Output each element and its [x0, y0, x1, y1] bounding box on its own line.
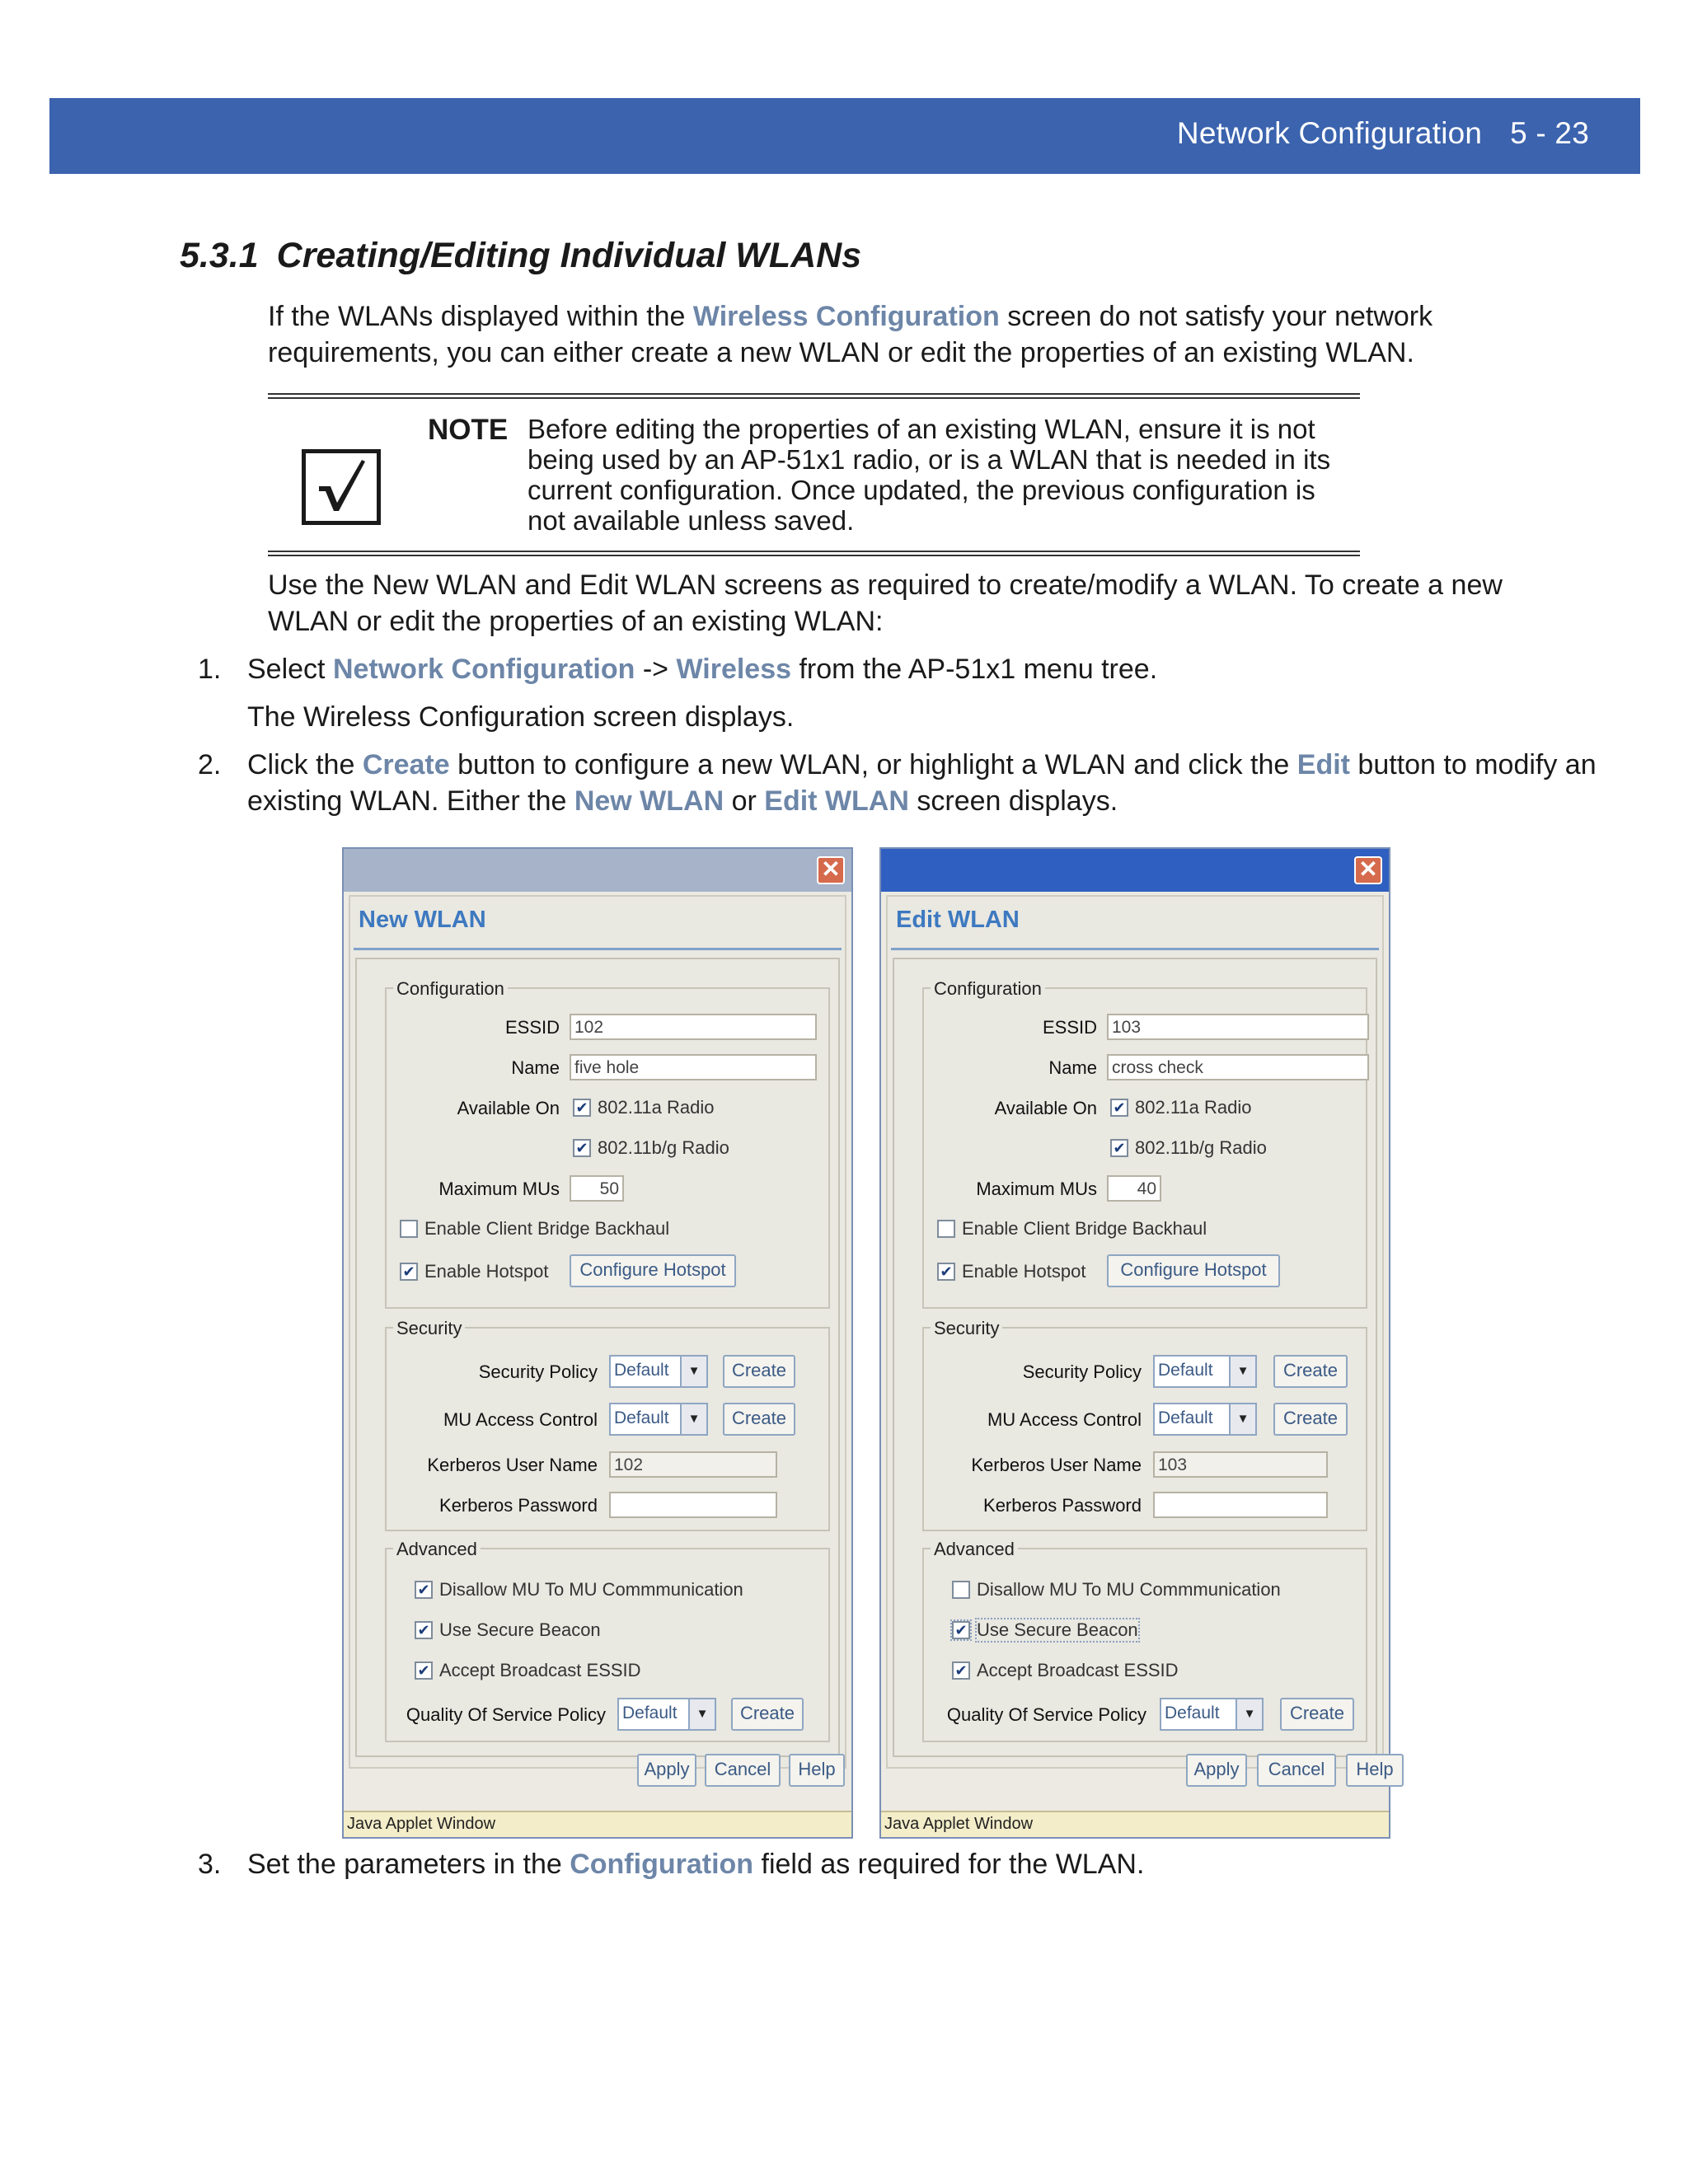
- group-label: Security: [393, 1318, 465, 1339]
- hotspot-label: Enable Hotspot: [962, 1261, 1086, 1282]
- kerberos-password-label: Kerberos Password: [983, 1495, 1142, 1516]
- name-input[interactable]: five hole: [570, 1054, 817, 1080]
- qos-select[interactable]: [1160, 1698, 1264, 1731]
- client-bridge-label: Enable Client Bridge Backhaul: [962, 1218, 1207, 1239]
- intro-text-b: screen do not satisfy your network requirements, you can either create a new WLAN or edit the properties of an existing WLAN.: [268, 301, 1433, 368]
- select-value: Default: [1158, 1408, 1213, 1427]
- advanced-group: [922, 1539, 1367, 1742]
- available-on-label: Available On: [994, 1098, 1097, 1118]
- secure-beacon-label: Use Secure Beacon: [977, 1619, 1138, 1640]
- create-mu-access-button[interactable]: Create: [1273, 1403, 1348, 1436]
- radio-bg-checkbox[interactable]: ✔: [573, 1139, 591, 1157]
- kerberos-password-label: Kerberos Password: [439, 1495, 598, 1516]
- cancel-button[interactable]: Cancel: [1257, 1754, 1336, 1787]
- security-policy-select[interactable]: [1153, 1355, 1257, 1388]
- window-titlebar[interactable]: [881, 849, 1389, 892]
- page-header: [49, 98, 1640, 174]
- chevron-down-icon[interactable]: ▼: [680, 1404, 706, 1434]
- disallow-checkbox[interactable]: ✔: [415, 1581, 433, 1599]
- max-mus-label: Maximum MUs: [438, 1179, 560, 1199]
- step-3-number: 3.: [198, 1849, 222, 1880]
- chevron-down-icon[interactable]: ▼: [1236, 1699, 1262, 1729]
- name-label: Name: [1048, 1057, 1097, 1078]
- qos-select[interactable]: [617, 1698, 716, 1731]
- available-on-label: Available On: [457, 1098, 560, 1118]
- group-label: Security: [931, 1318, 1002, 1339]
- radio-bg-checkbox[interactable]: ✔: [1110, 1139, 1128, 1157]
- select-value: Default: [1165, 1704, 1220, 1722]
- step-3-text-b: field as required for the WLAN.: [753, 1849, 1145, 1880]
- step-2-text-d: or: [724, 785, 765, 817]
- hotspot-checkbox[interactable]: ✔: [937, 1263, 955, 1281]
- cancel-button[interactable]: Cancel: [705, 1754, 781, 1787]
- step-2-text-c: button to modify an existing WLAN. Either the: [247, 749, 1597, 817]
- name-input[interactable]: cross check: [1107, 1054, 1369, 1080]
- radio-a-label: 802.11a Radio: [1135, 1097, 1252, 1118]
- security-group: [385, 1318, 830, 1531]
- section-number: 5.3.1: [180, 236, 259, 275]
- step-2-text: [247, 747, 1599, 819]
- client-bridge-checkbox[interactable]: [400, 1220, 418, 1238]
- window-pane: [886, 895, 1384, 1769]
- essid-label: ESSID: [504, 1017, 560, 1038]
- title-rule: [891, 948, 1379, 950]
- note-rule-bottom: [268, 551, 1360, 556]
- link-configuration[interactable]: Configuration: [570, 1849, 754, 1880]
- help-button[interactable]: Help: [1346, 1754, 1404, 1787]
- radio-bg-label: 802.11b/g Radio: [598, 1137, 729, 1158]
- link-new-wlan[interactable]: New WLAN: [574, 785, 724, 817]
- checkmark-icon: [302, 449, 381, 525]
- qos-label: Quality Of Service Policy: [946, 1704, 1146, 1725]
- radio-a-checkbox[interactable]: ✔: [573, 1099, 591, 1117]
- step-2-text-b: button to configure a new WLAN, or highlight a WLAN and click the: [449, 749, 1297, 780]
- secure-beacon-checkbox[interactable]: ✔: [952, 1621, 970, 1639]
- edit-wlan-window: [879, 847, 1394, 1839]
- disallow-checkbox[interactable]: [952, 1581, 970, 1599]
- step-2-text-e: screen displays.: [908, 785, 1118, 817]
- configuration-group: [922, 978, 1367, 1309]
- essid-input[interactable]: 102: [570, 1014, 817, 1040]
- group-label: Configuration: [393, 978, 508, 1000]
- create-qos-button[interactable]: Create: [1280, 1698, 1354, 1731]
- secure-beacon-label: Use Secure Beacon: [439, 1619, 601, 1640]
- mu-access-label: MU Access Control: [443, 1409, 598, 1430]
- radio-a-label: 802.11a Radio: [598, 1097, 715, 1118]
- create-security-policy-button[interactable]: Create: [1273, 1355, 1348, 1388]
- close-icon[interactable]: ✕: [817, 856, 845, 884]
- note-label: NOTE: [428, 414, 509, 446]
- group-label: Advanced: [393, 1539, 481, 1560]
- create-qos-button[interactable]: Create: [731, 1698, 804, 1731]
- security-policy-label: Security Policy: [1022, 1361, 1142, 1382]
- use-paragraph: Use the New WLAN and Edit WLAN screens as required to create/modify a WLAN. To create a new WLAN or edit the properties of an existing WLAN:: [268, 569, 1503, 637]
- security-policy-label: Security Policy: [478, 1361, 598, 1382]
- note-rule-top: [268, 393, 1360, 399]
- window-title: New WLAN: [359, 907, 486, 933]
- select-value: Default: [614, 1361, 669, 1380]
- step-3-text: [247, 1846, 1599, 1882]
- broadcast-label: Accept Broadcast ESSID: [439, 1660, 641, 1680]
- chevron-down-icon[interactable]: ▼: [1229, 1357, 1255, 1386]
- disallow-label: Disallow MU To MU Commmunication: [977, 1579, 1281, 1600]
- essid-label: ESSID: [1042, 1017, 1097, 1038]
- essid-input[interactable]: 103: [1107, 1014, 1369, 1040]
- mu-access-select[interactable]: [609, 1403, 708, 1436]
- header-chapter: Network Configuration: [1176, 116, 1483, 150]
- broadcast-label: Accept Broadcast ESSID: [977, 1660, 1179, 1680]
- content-panel: [893, 958, 1377, 1757]
- title-rule: [354, 948, 842, 950]
- section-heading: Creating/Editing Individual WLANs: [276, 236, 862, 275]
- kerberos-password-input[interactable]: [1153, 1492, 1328, 1518]
- hotspot-checkbox[interactable]: ✔: [400, 1263, 418, 1281]
- chevron-down-icon[interactable]: ▼: [688, 1699, 715, 1729]
- content-panel: [355, 958, 840, 1757]
- intro-text-a: If the WLANs displayed within the: [268, 301, 693, 332]
- step-2-text-a: Click the: [247, 749, 363, 780]
- step-3-text-a: Set the parameters in the: [247, 1849, 570, 1880]
- header-text: [1177, 116, 1589, 151]
- max-mus-input[interactable]: 40: [1107, 1175, 1161, 1202]
- name-label: Name: [511, 1057, 560, 1078]
- status-bar: Java Applet Window: [881, 1811, 1389, 1837]
- link-wireless[interactable]: Wireless: [676, 654, 792, 685]
- configure-hotspot-button[interactable]: Configure Hotspot: [1107, 1254, 1280, 1287]
- intro-paragraph: [268, 298, 1578, 371]
- status-bar: Java Applet Window: [344, 1811, 851, 1837]
- step-1-text-a: Select: [247, 654, 333, 685]
- max-mus-input[interactable]: 50: [570, 1175, 624, 1202]
- security-policy-select[interactable]: [609, 1355, 708, 1388]
- chevron-down-icon[interactable]: ▼: [680, 1357, 706, 1386]
- step-1-number: 1.: [198, 654, 222, 685]
- header-page-number: 5 - 23: [1510, 116, 1589, 150]
- kerberos-user-label: Kerberos User Name: [427, 1455, 598, 1475]
- radio-a-checkbox[interactable]: ✔: [1110, 1099, 1128, 1117]
- radio-bg-label: 802.11b/g Radio: [1135, 1137, 1267, 1158]
- client-bridge-checkbox[interactable]: [937, 1220, 955, 1238]
- kerberos-password-input[interactable]: [609, 1492, 777, 1518]
- link-edit-wlan[interactable]: Edit WLAN: [764, 785, 909, 817]
- link-network-configuration[interactable]: Network Configuration: [332, 654, 635, 685]
- configuration-group: [385, 978, 830, 1309]
- hotspot-label: Enable Hotspot: [424, 1261, 549, 1282]
- apply-button[interactable]: Apply: [1186, 1754, 1247, 1787]
- section-title: [180, 236, 861, 276]
- group-label: Configuration: [931, 978, 1045, 1000]
- security-group: [922, 1318, 1367, 1531]
- link-wireless-configuration[interactable]: Wireless Configuration: [692, 301, 1000, 332]
- kerberos-user-input[interactable]: 102: [609, 1451, 777, 1478]
- create-mu-access-button[interactable]: Create: [723, 1403, 795, 1436]
- window-title: Edit WLAN: [896, 907, 1020, 933]
- client-bridge-label: Enable Client Bridge Backhaul: [424, 1218, 670, 1239]
- group-label: Advanced: [931, 1539, 1018, 1560]
- link-create[interactable]: Create: [362, 749, 450, 780]
- advanced-group: [385, 1539, 830, 1742]
- qos-label: Quality Of Service Policy: [406, 1704, 606, 1725]
- step-2-number: 2.: [198, 749, 222, 780]
- apply-button[interactable]: Apply: [637, 1754, 696, 1787]
- new-wlan-window: [342, 847, 853, 1839]
- mu-access-select[interactable]: [1153, 1403, 1257, 1436]
- step-1-text: [247, 651, 1157, 687]
- broadcast-checkbox[interactable]: ✔: [952, 1661, 970, 1680]
- close-icon[interactable]: ✕: [1354, 856, 1382, 884]
- window-titlebar[interactable]: [344, 849, 851, 892]
- step-1-arrow: ->: [635, 654, 677, 685]
- step-1-text-b: from the AP-51x1 menu tree.: [791, 654, 1158, 685]
- step-1-result: The Wireless Configuration screen displays.: [247, 701, 795, 733]
- kerberos-user-label: Kerberos User Name: [971, 1455, 1142, 1475]
- link-edit[interactable]: Edit: [1296, 749, 1350, 780]
- max-mus-label: Maximum MUs: [976, 1179, 1097, 1199]
- note-text: Before editing the properties of an existing WLAN, ensure it is not being used by an AP-51x1 radio, or is a WLAN that is needed in its current configuration. Once updated, the previous configuration is not available unless saved.: [528, 414, 1331, 536]
- broadcast-checkbox[interactable]: ✔: [415, 1661, 433, 1680]
- chevron-down-icon[interactable]: ▼: [1229, 1404, 1255, 1434]
- select-value: Default: [1158, 1361, 1213, 1380]
- mu-access-label: MU Access Control: [987, 1409, 1142, 1430]
- window-pane: [349, 895, 846, 1769]
- create-security-policy-button[interactable]: Create: [723, 1355, 795, 1388]
- configure-hotspot-button[interactable]: Configure Hotspot: [570, 1254, 736, 1287]
- help-button[interactable]: Help: [789, 1754, 845, 1787]
- kerberos-user-input[interactable]: 103: [1153, 1451, 1328, 1478]
- select-value: Default: [622, 1704, 678, 1722]
- select-value: Default: [614, 1408, 669, 1427]
- secure-beacon-checkbox[interactable]: ✔: [415, 1621, 433, 1639]
- disallow-label: Disallow MU To MU Commmunication: [439, 1579, 743, 1600]
